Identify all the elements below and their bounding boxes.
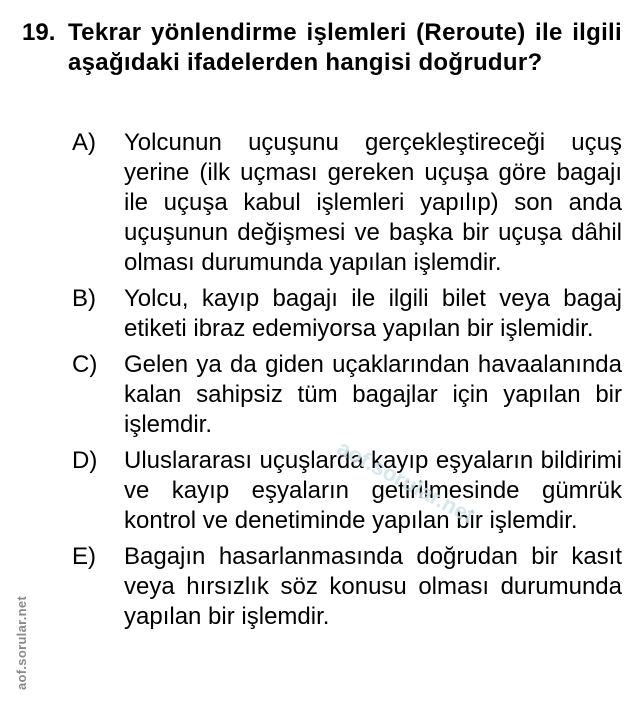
diagonal-watermark: aof.sorular.net: [333, 435, 479, 529]
option-text: Gelen ya da giden uçaklarından havaalanında kalan sahipsiz tüm bagajlar için yapılan bir işlemdir.: [124, 351, 622, 438]
option-text: Bagajın hasarlanmasında doğrudan bir kasıt veya hırsızlık söz konusu olması durumunda yapılan bir işlemdir.: [124, 543, 622, 630]
question-text: Tekrar yönlendirme işlemleri (Reroute) ile ilgili aşağıdaki ifadelerden hangisi doğrudur?: [68, 19, 622, 76]
option-letter: C): [72, 351, 98, 378]
option-b[interactable]: [72, 284, 622, 344]
option-a[interactable]: [72, 128, 622, 278]
question-block: [22, 18, 622, 78]
option-text: Yolcu, kayıp bagajı ile ilgili bilet veya bagaj etiketi ibraz edemiyorsa yapılan bir işlemidir.: [124, 285, 622, 342]
option-e[interactable]: [72, 542, 622, 632]
option-text: Uluslararası uçuşlarda kayıp eşyaların bildirimi ve kayıp eşyaların getirilmesinde gümrük kontrol ve denetiminde yapılan bir işlemdir.: [124, 447, 622, 534]
side-watermark: aof.sorular.net: [14, 595, 29, 690]
option-letter: E): [72, 543, 96, 570]
option-d[interactable]: [72, 446, 622, 536]
option-letter: D): [72, 447, 98, 474]
answer-options: [72, 128, 622, 638]
question-header: [22, 18, 622, 78]
option-letter: B): [72, 285, 96, 312]
option-text: Yolcunun uçuşunu gerçekleştireceği uçuş yerine (ilk uçması gereken uçuşa göre bagajı ile uçuşa kabul işlemleri yapılıp) son anda uçuşunun değişmesi ve başka bir uçuşa dâhil olması durumunda yapılan işlemdir.: [124, 129, 622, 276]
question-number: 19.: [22, 19, 56, 46]
option-letter: A): [72, 129, 96, 156]
option-c[interactable]: [72, 350, 622, 440]
